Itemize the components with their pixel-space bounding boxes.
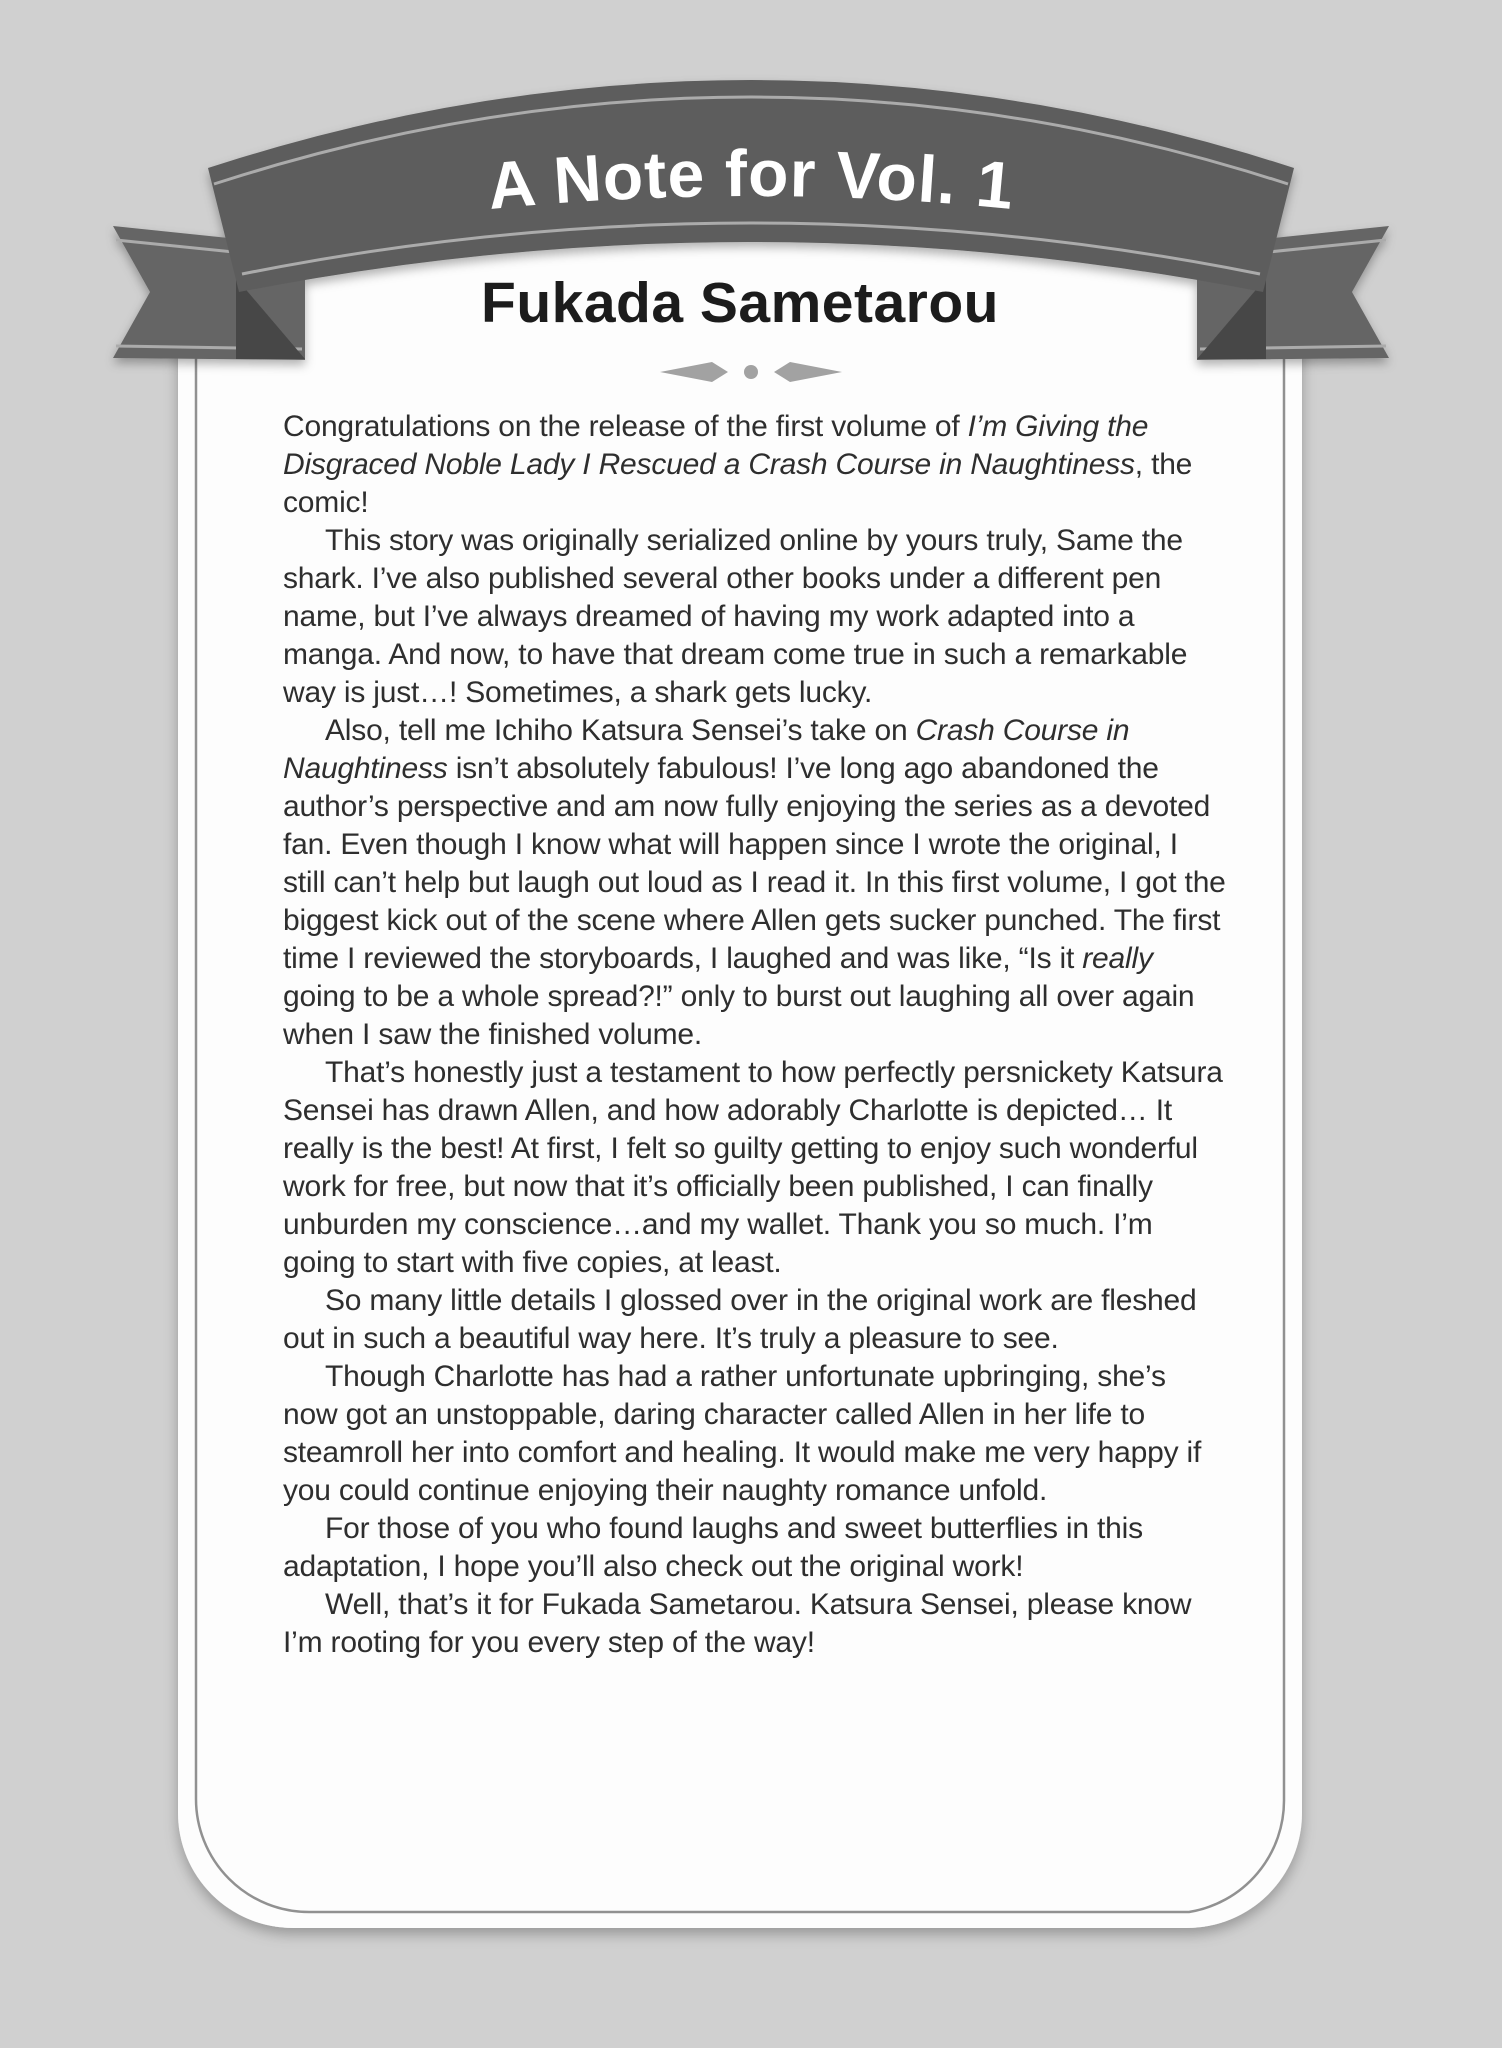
text-run: isn’t absolutely fabulous! I’ve long ago abandoned the author’s perspective and am now fully enjoying the series as a devoted fan. Even though I know what will happen since I wrote the original, I still can’t help but laugh out loud as I read it. In this first volume, I got the biggest kick out of the scene where Allen gets sucker punched. The first time I reviewed the storyboards, I laughed and was like, “Is it xyxy=(283,752,1226,975)
note-paragraph xyxy=(283,712,1228,1054)
note-paragraph xyxy=(283,1510,1228,1586)
text-run: Congratulations on the release of the first volume of xyxy=(283,410,968,443)
note-paragraph xyxy=(283,1054,1228,1282)
italic-text-run: I’m Giving the Disgraced Noble Lady I Rescued a Crash Course in Naughtiness xyxy=(283,410,1149,481)
text-run: Also, tell me Ichiho Katsura Sensei’s take on xyxy=(325,714,916,747)
author-name: Fukada Sametarou xyxy=(481,271,999,335)
italic-text-run: Crash Course in Naughtiness xyxy=(283,714,1130,785)
banner-title: A Note for Vol. 1 xyxy=(484,135,1018,223)
text-run: This story was originally serialized online by yours truly, Same the shark. I’ve also published several other books under a different pen name, but I’ve always dreamed of having my work adapted into a manga. And now, to have that dream come true in such a remarkable way is just…! Sometimes, a shark gets lucky. xyxy=(283,524,1188,709)
text-run: So many little details I glossed over in the original work are fleshed out in such a beautiful way here. It’s truly a pleasure to see. xyxy=(283,1284,1197,1355)
italic-text-run: really xyxy=(1082,942,1153,975)
note-text xyxy=(283,408,1228,1662)
note-paragraph xyxy=(283,1282,1228,1358)
note-paragraph xyxy=(283,408,1228,522)
text-run: , the comic! xyxy=(283,448,1193,519)
note-paragraph xyxy=(283,522,1228,712)
text-run: For those of you who found laughs and sweet butterflies in this adaptation, I hope you’ll also check out the original work! xyxy=(283,1512,1143,1583)
text-run: Well, that’s it for Fukada Sametarou. Katsura Sensei, please know I’m rooting for you every step of the way! xyxy=(283,1588,1192,1659)
text-run: That’s honestly just a testament to how perfectly persnickety Katsura Sensei has drawn Allen, and how adorably Charlotte is depicted… It really is the best! At first, I felt so guilty getting to enjoy such wonderful work for free, but now that it’s officially been published, I can finally unburden my conscience…and my wallet. Thank you so much. I’m going to start with five copies, at least. xyxy=(283,1056,1223,1279)
note-paragraph xyxy=(283,1586,1228,1662)
note-paragraph xyxy=(283,1358,1228,1510)
text-run: Though Charlotte has had a rather unfortunate upbringing, she’s now got an unstoppable, daring character called Allen in her life to steamroll her into comfort and healing. It would make me very happy if you could continue enjoying their naughty romance unfold. xyxy=(283,1360,1202,1507)
text-run: going to be a whole spread?!” only to burst out laughing all over again when I saw the finished volume. xyxy=(283,980,1195,1051)
